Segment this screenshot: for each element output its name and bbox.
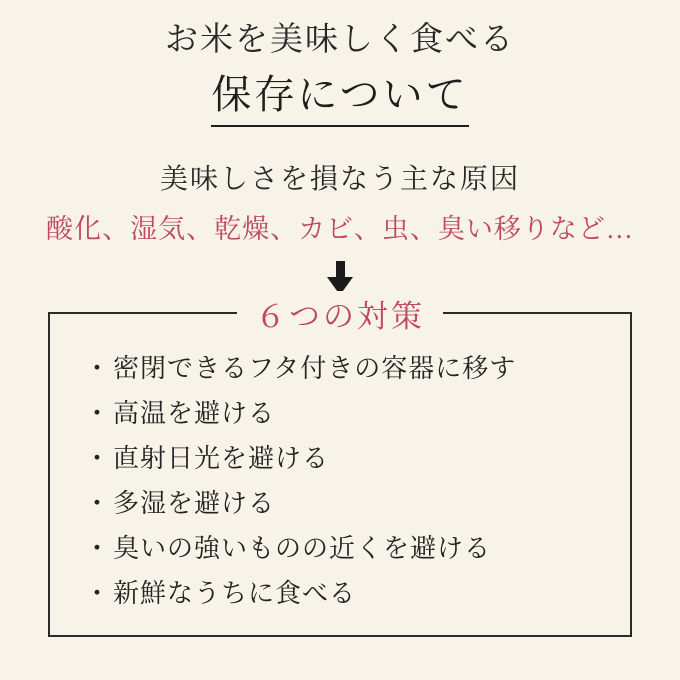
measures-list <box>50 314 630 607</box>
cause-block <box>0 157 680 246</box>
measures-box <box>48 298 632 637</box>
list-bullet: ・ <box>84 488 112 518</box>
page-title-line1: お米を美味しく食べる <box>165 22 515 58</box>
list-bullet: ・ <box>84 353 112 383</box>
cause-title: 美味しさを損なう主な原因 <box>159 163 520 195</box>
list-item-label: 直射日光を避ける <box>113 443 330 473</box>
list-bullet: ・ <box>84 443 112 473</box>
page-title-line2: 保存について <box>211 69 468 127</box>
measures-title: ６つの対策 <box>237 291 443 336</box>
down-arrow-icon <box>327 261 353 295</box>
list-item-label: 密閉できるフタ付きの容器に移す <box>113 353 517 383</box>
list-item-label: 多湿を避ける <box>113 488 276 518</box>
list-item <box>84 353 630 383</box>
list-item <box>84 533 630 563</box>
list-item <box>84 578 630 608</box>
list-item <box>84 398 630 428</box>
list-item-label: 臭いの強いものの近くを避ける <box>113 533 492 563</box>
cause-items: 酸化、湿気、乾燥、カビ、虫、臭い移りなど… <box>46 213 634 244</box>
list-bullet: ・ <box>84 578 112 608</box>
list-bullet: ・ <box>84 533 112 563</box>
list-item-label: 新鮮なうちに食べる <box>113 578 357 608</box>
list-item <box>84 443 630 473</box>
list-item <box>84 488 630 518</box>
list-bullet: ・ <box>84 398 112 428</box>
list-item-label: 高温を避ける <box>113 398 276 428</box>
page-title-line2-wrap <box>0 69 680 127</box>
heading-block <box>0 0 680 127</box>
